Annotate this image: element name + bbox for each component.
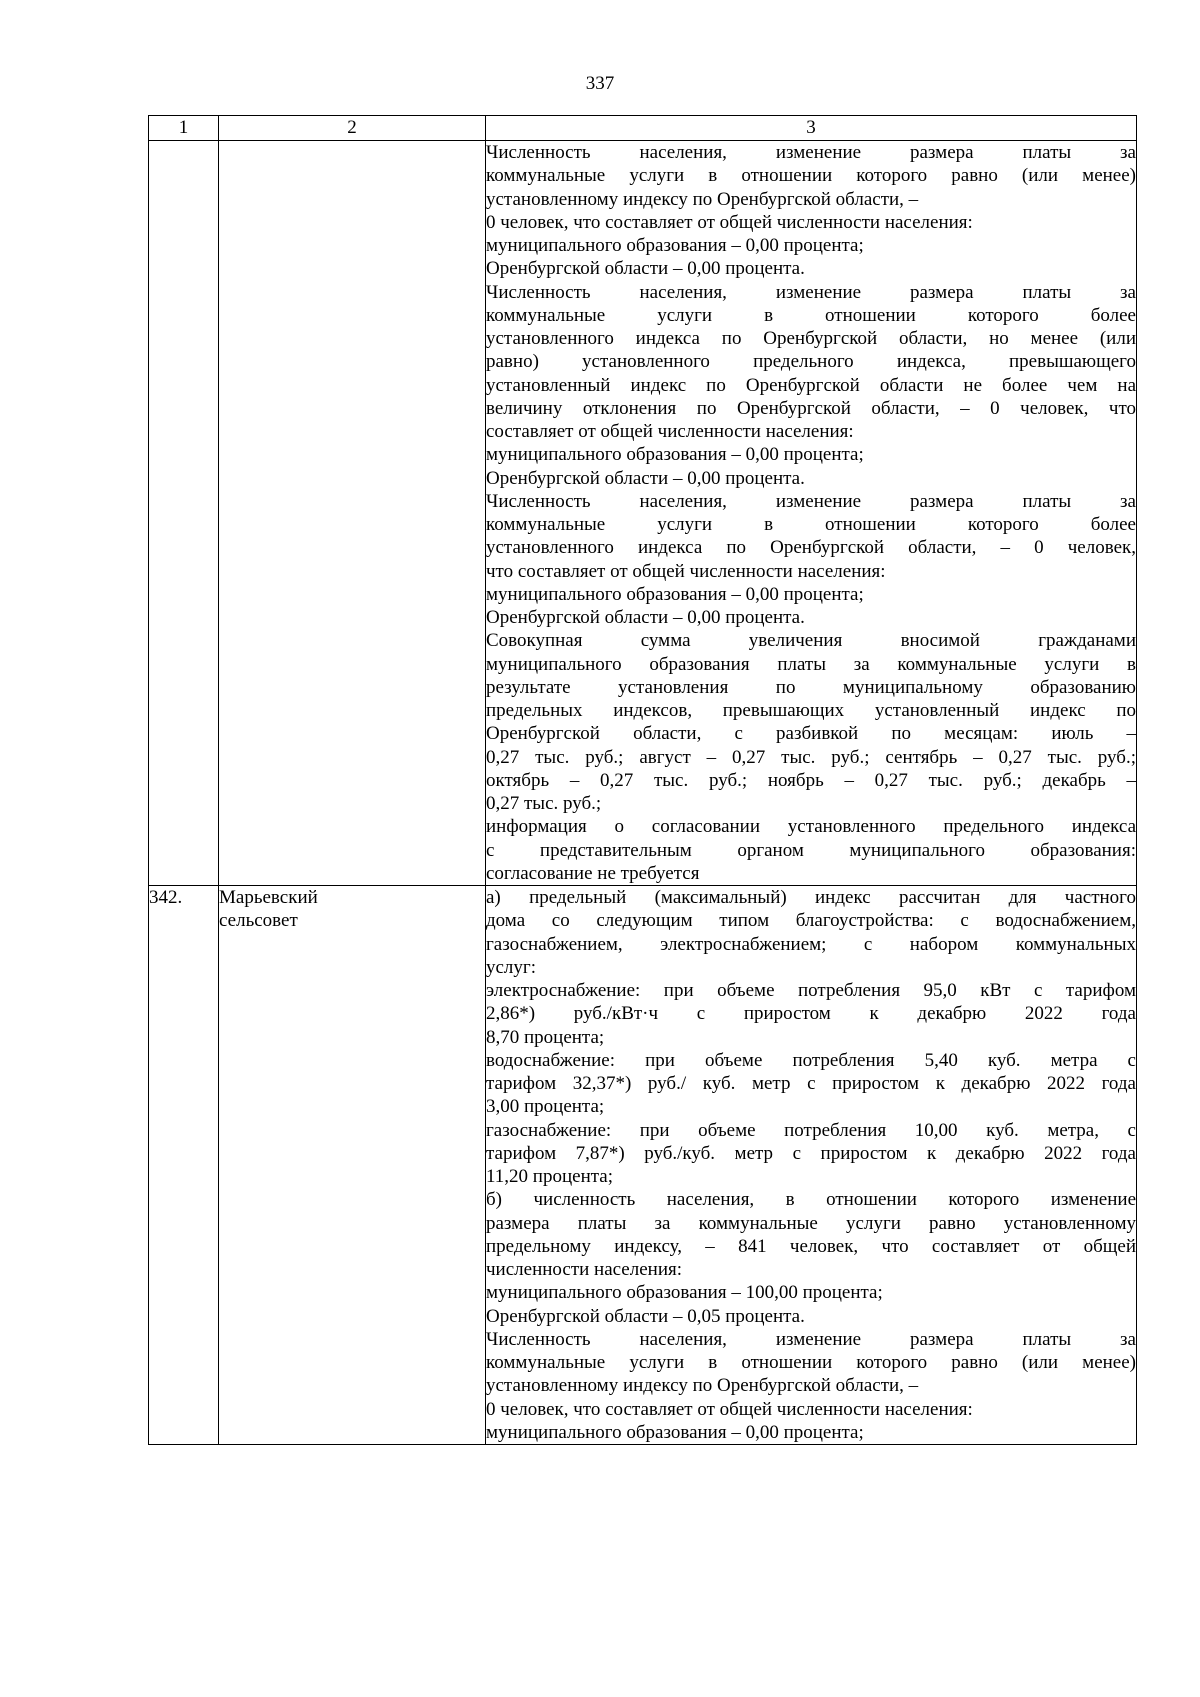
- text-line: 8,70 процента;: [486, 1026, 605, 1048]
- row-number: [149, 141, 219, 886]
- row-description: [486, 886, 1137, 1445]
- text-line: муниципального образования платы за коммунальные услуги в: [486, 653, 1136, 675]
- text-line: составляет от общей численности населения:: [486, 421, 854, 442]
- text-line: Марьевский: [219, 887, 318, 908]
- text-line: коммунальные услуги в отношении которого равно (или менее): [486, 1352, 1136, 1373]
- text-line: информация о согласовании установленного предельного индекса: [486, 816, 1136, 838]
- text-line: установленному индексу по Оренбургской области, –: [486, 1375, 919, 1397]
- text-line: установленного индекса по Оренбургской области, – 0 человек,: [486, 537, 1136, 559]
- text-line: величину отклонения по Оренбургской области, – 0 человек, что: [486, 397, 1136, 419]
- text-line: газоснабжением, электроснабжением; с набором коммунальных: [486, 933, 1136, 955]
- text-line: Оренбургской области – 0,00 процента.: [486, 607, 805, 628]
- text-line: Оренбургской области – 0,05 процента.: [486, 1305, 805, 1327]
- text-line: Численность населения, изменение размера платы за: [486, 490, 1136, 512]
- text-line: дома со следующим типом благоустройства: с водоснабжением,: [486, 910, 1136, 932]
- text-line: 3,00 процента;: [486, 1096, 605, 1118]
- text-line: 11,20 процента;: [486, 1166, 613, 1187]
- text-line: а) предельный (максимальный) индекс рассчитан для частного: [486, 887, 1136, 908]
- text-line: тарифом 7,87*) руб./куб. метр с приростом к декабрю 2022 года: [486, 1142, 1136, 1164]
- text-line: результате установления по муниципальному образованию: [486, 676, 1136, 698]
- text-line: согласование не требуется: [486, 862, 700, 884]
- text-line: Численность населения, изменение размера платы за: [486, 142, 1136, 163]
- row-name: [219, 886, 486, 1445]
- text-line: Численность населения, изменение размера платы за: [486, 1328, 1136, 1350]
- text-line: размера платы за коммунальные услуги равно установленному: [486, 1212, 1136, 1234]
- table-row: [149, 141, 1137, 886]
- text-line: установленный индекс по Оренбургской области не более чем на: [486, 374, 1136, 396]
- text-line: сельсовет: [219, 910, 298, 932]
- text-line: б) численность населения, в отношении которого изменение: [486, 1189, 1136, 1211]
- document-table: [148, 115, 1137, 1445]
- row-number: 342.: [149, 886, 219, 1445]
- text-line: 0 человек, что составляет от общей численности населения:: [486, 211, 973, 233]
- text-line: Оренбургской области – 0,00 процента.: [486, 467, 805, 489]
- text-line: услуг:: [486, 956, 536, 978]
- text-line: Оренбургской области, с разбивкой по месяцам: июль –: [486, 723, 1136, 745]
- text-line: 0 человек, что составляет от общей численности населения:: [486, 1398, 973, 1420]
- text-line: установленному индексу по Оренбургской области, –: [486, 188, 919, 210]
- text-line: коммунальные услуги в отношении которого равно (или менее): [486, 165, 1136, 187]
- text-line: муниципального образования – 100,00 процента;: [486, 1282, 883, 1304]
- text-line: коммунальные услуги в отношении которого более: [486, 304, 1136, 326]
- text-line: с представительным органом муниципального образования:: [486, 839, 1136, 861]
- text-line: Оренбургской области – 0,00 процента.: [486, 258, 805, 280]
- column-header-2: 2: [219, 116, 486, 141]
- text-line: 0,27 тыс. руб.; август – 0,27 тыс. руб.; сентябрь – 0,27 тыс. руб.;: [486, 746, 1136, 768]
- column-header-1: 1: [149, 116, 219, 141]
- row-description: [486, 141, 1137, 886]
- text-line: что составляет от общей численности населения:: [486, 560, 886, 582]
- text-line: октябрь – 0,27 тыс. руб.; ноябрь – 0,27 тыс. руб.; декабрь –: [486, 769, 1136, 791]
- text-line: Совокупная сумма увеличения вносимой гражданами: [486, 630, 1136, 652]
- text-line: предельных индексов, превышающих установленный индекс по: [486, 700, 1136, 721]
- text-line: равно) установленного предельного индекса, превышающего: [486, 351, 1136, 373]
- page-number: 337: [585, 73, 615, 94]
- text-line: муниципального образования – 0,00 процента;: [486, 444, 864, 466]
- row-name: [219, 141, 486, 886]
- text-line: 0,27 тыс. руб.;: [486, 793, 602, 814]
- table-row: [149, 886, 1137, 1445]
- text-line: тарифом 32,37*) руб./ куб. метр с приростом к декабрю 2022 года: [486, 1073, 1136, 1094]
- text-line: газоснабжение: при объеме потребления 10,00 куб. метра, с: [486, 1119, 1136, 1141]
- text-line: предельному индексу, – 841 человек, что составляет от общей: [486, 1235, 1136, 1257]
- text-line: муниципального образования – 0,00 процента;: [486, 235, 864, 256]
- column-header-row: [149, 116, 1137, 141]
- text-line: численности населения:: [486, 1259, 683, 1280]
- text-line: 2,86*) руб./кВт·ч с приростом к декабрю 2022 года: [486, 1003, 1136, 1025]
- column-header-3: 3: [486, 116, 1137, 141]
- text-line: муниципального образования – 0,00 процента;: [486, 1421, 864, 1443]
- text-line: установленного индекса по Оренбургской области, но менее (или: [486, 328, 1136, 349]
- text-line: водоснабжение: при объеме потребления 5,40 куб. метра с: [486, 1049, 1136, 1071]
- text-line: муниципального образования – 0,00 процента;: [486, 583, 864, 605]
- text-line: Численность населения, изменение размера платы за: [486, 281, 1136, 303]
- text-line: электроснабжение: при объеме потребления 95,0 кВт с тарифом: [486, 980, 1136, 1001]
- text-line: коммунальные услуги в отношении которого более: [486, 514, 1136, 535]
